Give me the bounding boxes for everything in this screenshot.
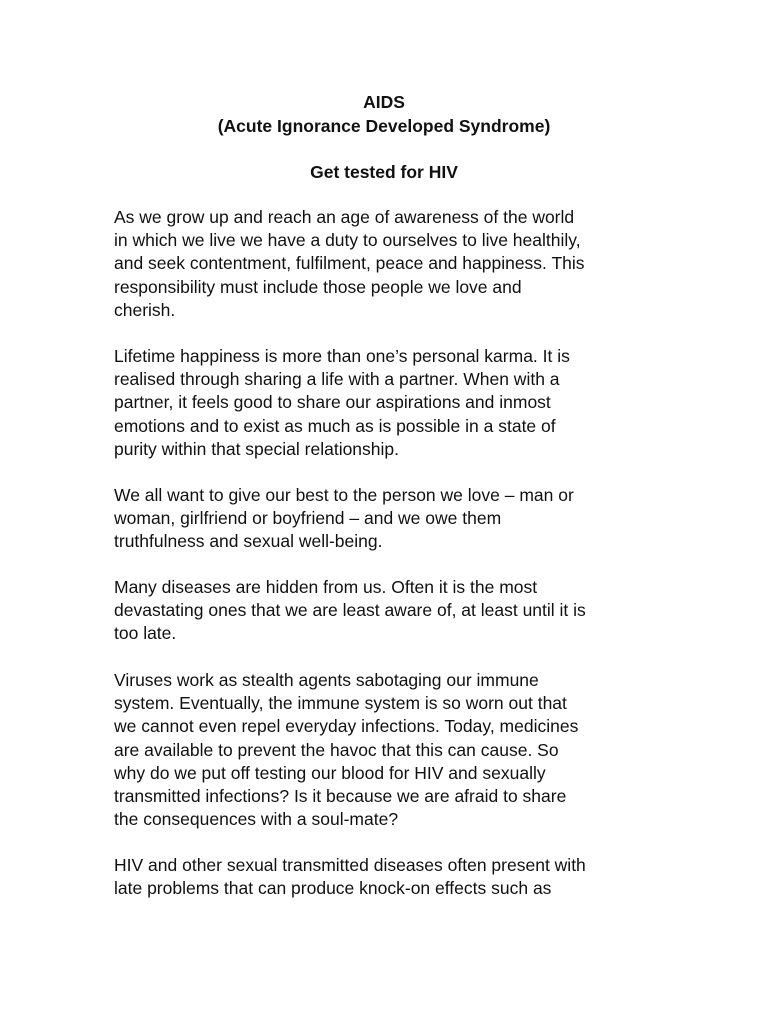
text-line: woman, girlfriend or boyfriend – and we owe them <box>114 508 502 529</box>
text-line: the consequences with a soul-mate? <box>114 809 399 830</box>
text-line: responsibility must include those people we love and <box>114 276 522 297</box>
paragraph-1 <box>114 206 674 322</box>
document-subtitle: (Acute Ignorance Developed Syndrome) <box>217 116 551 136</box>
text-line: too late. <box>114 623 177 644</box>
text-line: purity within that special relationship. <box>114 438 400 459</box>
paragraph-3 <box>114 484 674 554</box>
text-line: As we grow up and reach an age of awareness of the world <box>114 207 575 227</box>
text-line: truthfulness and sexual well-being. <box>114 531 383 552</box>
text-line: Many diseases are hidden from us. Often it is the most <box>114 577 538 597</box>
text-line: realised through sharing a life with a partner. When with a <box>114 369 560 390</box>
text-line: partner, it feels good to share our aspirations and inmost <box>114 392 551 413</box>
paragraph-4 <box>114 576 674 646</box>
paragraph-2 <box>114 345 674 461</box>
text-line: HIV and other sexual transmitted diseases often present with <box>114 855 586 875</box>
text-line: devastating ones that we are least aware of, at least until it is <box>114 600 586 621</box>
text-line: Lifetime happiness is more than one’s personal karma. It is <box>114 346 570 366</box>
text-line: late problems that can produce knock-on effects such as <box>114 878 552 899</box>
text-line: why do we put off testing our blood for HIV and sexually <box>114 762 546 783</box>
text-line: cherish. <box>114 299 176 320</box>
text-line: emotions and to exist as much as is possible in a state of <box>114 415 556 436</box>
text-line: in which we live we have a duty to ourselves to live healthily, <box>114 230 581 251</box>
document-title: AIDS <box>363 92 405 112</box>
paragraph-5 <box>114 669 674 831</box>
text-line: Viruses work as stealth agents sabotaging our immune <box>114 670 539 690</box>
text-line: we cannot even repel everyday infections. Today, medicines <box>114 716 579 737</box>
text-line: system. Eventually, the immune system is so worn out that <box>114 693 567 714</box>
call-to-action-heading: Get tested for HIV <box>310 162 458 182</box>
text-line: are available to prevent the havoc that this can cause. So <box>114 739 559 760</box>
paragraph-6 <box>114 854 674 900</box>
text-line: and seek contentment, fulfilment, peace and happiness. This <box>114 253 585 274</box>
text-line: transmitted infections? Is it because we are afraid to share <box>114 785 567 806</box>
text-line: We all want to give our best to the person we love – man or <box>114 485 574 505</box>
